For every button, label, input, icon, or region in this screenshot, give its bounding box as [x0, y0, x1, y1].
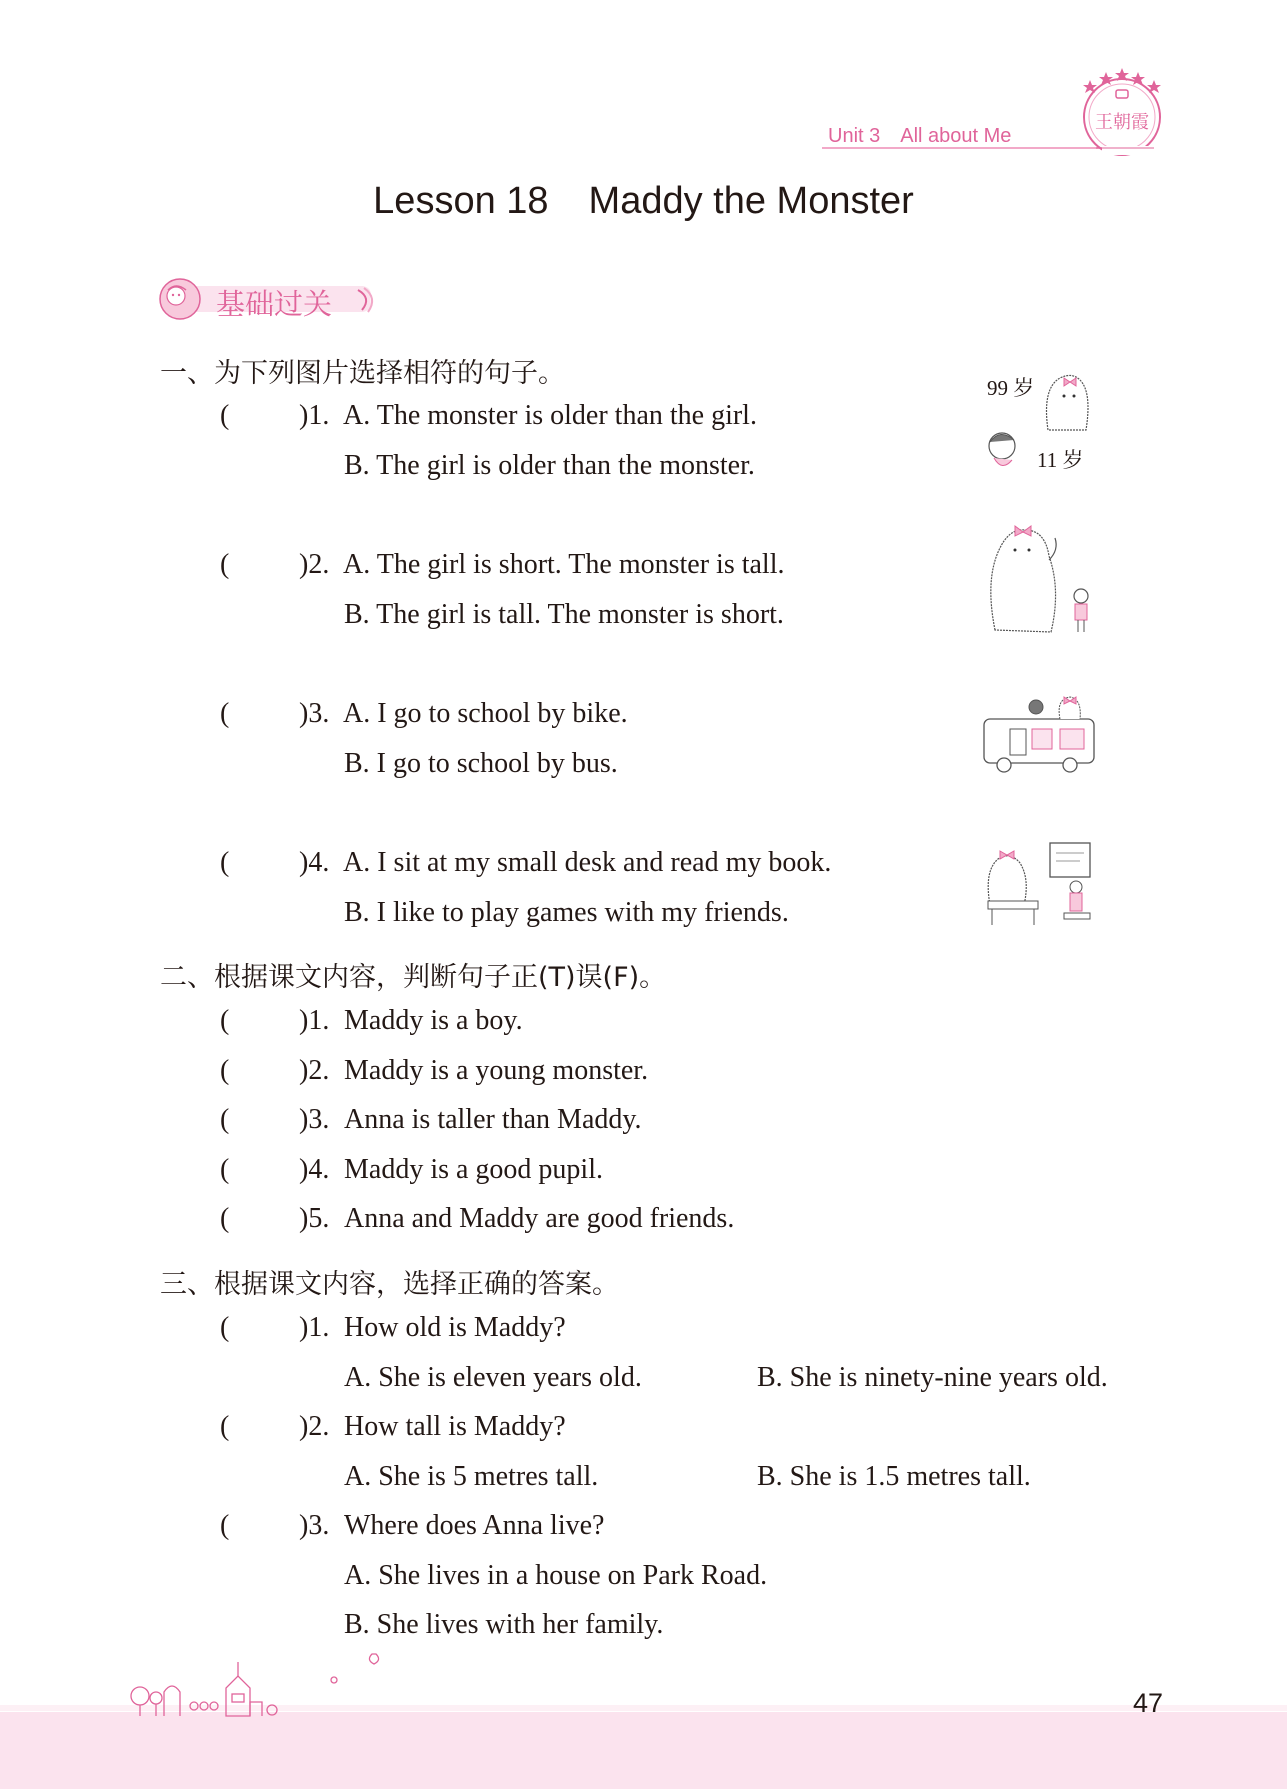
- question-number: )1.: [299, 400, 330, 431]
- footer-band: [0, 1712, 1287, 1789]
- unit-title: All about Me: [900, 125, 1012, 147]
- option-b: B. I go to school by bus.: [344, 748, 618, 779]
- option-b: B. She is ninety-nine years old.: [757, 1362, 1108, 1393]
- statement-number: )4.: [299, 1154, 330, 1185]
- unit-number: Unit 3: [828, 125, 881, 147]
- statement-text: Anna is taller than Maddy.: [344, 1104, 642, 1135]
- option-b: B. She is 1.5 metres tall.: [757, 1461, 1031, 1492]
- option-a: A. The girl is short. The monster is tall.: [343, 549, 785, 580]
- lesson-number: Lesson 18: [373, 180, 549, 222]
- lesson-name: Maddy the Monster: [588, 180, 914, 222]
- question-number: )1.: [299, 1312, 330, 1343]
- statement-number: )1.: [299, 1005, 330, 1036]
- statement-text: Anna and Maddy are good friends.: [344, 1203, 735, 1234]
- picture-classroom: [980, 835, 1100, 930]
- question-number: )2.: [299, 1411, 330, 1442]
- logo-text: 王朝霞: [1095, 112, 1149, 133]
- brand-logo: [1072, 62, 1172, 162]
- option-a: A. I sit at my small desk and read my book.: [343, 847, 832, 878]
- statement-number: )3.: [299, 1104, 330, 1135]
- option-b: B. She lives with her family.: [344, 1609, 664, 1640]
- answer-blank[interactable]: (: [220, 549, 230, 580]
- option-b: B. The girl is tall. The monster is short.: [344, 599, 784, 630]
- option-a: A. She is 5 metres tall.: [344, 1461, 599, 1492]
- answer-blank[interactable]: (: [220, 1510, 230, 1541]
- question-number: )3.: [299, 698, 330, 729]
- age-label-girl: 11 岁: [1037, 448, 1084, 472]
- statement-text: Maddy is a good pupil.: [344, 1154, 603, 1185]
- answer-blank[interactable]: (: [220, 1154, 230, 1185]
- option-a: A. I go to school by bike.: [343, 698, 628, 729]
- statement-text: Maddy is a young monster.: [344, 1055, 649, 1086]
- statement-number: )5.: [299, 1203, 330, 1234]
- option-b: B. I like to play games with my friends.: [344, 897, 789, 928]
- picture-monster-older: [980, 368, 1100, 478]
- section2-title: 二、根据课文内容，判断句子正(T)误(F)。: [160, 962, 667, 993]
- section3-title: 三、根据课文内容，选择正确的答案。: [160, 1269, 619, 1300]
- option-a: A. The monster is older than the girl.: [343, 400, 757, 431]
- unit-label: [828, 125, 1011, 148]
- answer-blank[interactable]: (: [220, 1005, 230, 1036]
- question-number: )4.: [299, 847, 330, 878]
- question-number: )2.: [299, 549, 330, 580]
- age-label-monster: 99 岁: [987, 376, 1035, 400]
- town-decoration-icon: [120, 1640, 380, 1720]
- question-text: How tall is Maddy?: [344, 1411, 566, 1442]
- question-text: Where does Anna live?: [344, 1510, 605, 1541]
- banner-title: 基础过关: [216, 287, 333, 321]
- answer-blank[interactable]: (: [220, 1312, 230, 1343]
- monster-girl-drawing: [980, 368, 1100, 478]
- answer-blank[interactable]: (: [220, 1104, 230, 1135]
- answer-blank[interactable]: (: [220, 400, 230, 431]
- answer-blank[interactable]: (: [220, 1203, 230, 1234]
- lesson-title: [0, 180, 1287, 223]
- answer-blank[interactable]: (: [220, 1411, 230, 1442]
- option-b: B. The girl is older than the monster.: [344, 450, 755, 481]
- question-number: )3.: [299, 1510, 330, 1541]
- answer-blank[interactable]: (: [220, 1055, 230, 1086]
- answer-blank[interactable]: (: [220, 847, 230, 878]
- page-number: 47: [1133, 1688, 1164, 1718]
- statement-number: )2.: [299, 1055, 330, 1086]
- statement-text: Maddy is a boy.: [344, 1005, 523, 1036]
- option-a: A. She is eleven years old.: [344, 1362, 642, 1393]
- answer-blank[interactable]: (: [220, 698, 230, 729]
- picture-monster-tall: [985, 520, 1095, 640]
- picture-bus: [980, 695, 1100, 775]
- section1-title: 一、为下列图片选择相符的句子。: [160, 358, 565, 389]
- option-a: A. She lives in a house on Park Road.: [344, 1560, 768, 1591]
- question-text: How old is Maddy?: [344, 1312, 566, 1343]
